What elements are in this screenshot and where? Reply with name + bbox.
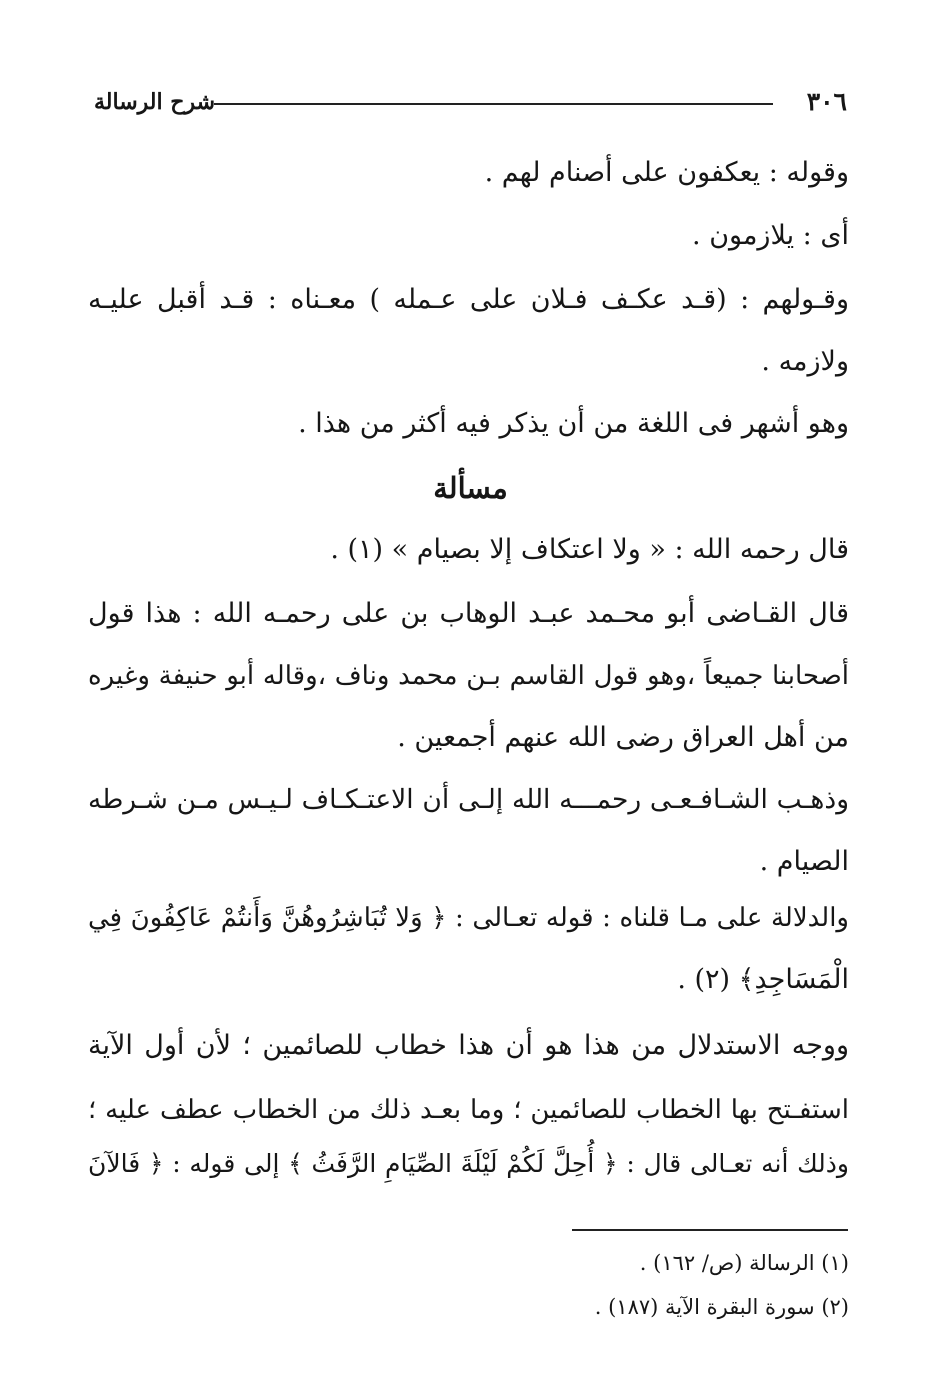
- text-line: قال رحمه الله : « ولا اعتكاف إلا بصيام » (١) .: [330, 534, 849, 565]
- text-line: وذهـب الشـافـعـى رحمـــه الله إلـى أن الاعتـكـاف لـيـس مـن شـرطه: [88, 784, 849, 815]
- text-line: والدلالة على مـا قلناه : قوله تعـالى : ﴿ وَلا تُبَاشِرُوهُنَّ وَأَنتُمْ عَاكِفُونَ فِي: [88, 903, 849, 933]
- text-line: وقوله : يعكفون على أصنام لهم .: [484, 157, 849, 188]
- text-line: وهو أشهر فى اللغة من أن يذكر فيه أكثر من هذا .: [298, 408, 849, 439]
- footnote-rule: [572, 1229, 848, 1231]
- text-line: ولازمه .: [761, 346, 849, 377]
- header-rule: [214, 103, 773, 105]
- footnote: (١) الرسالة (ص/ ١٦٢) .: [639, 1251, 849, 1275]
- page-number: ٣٠٦: [806, 87, 847, 116]
- text-line: الصيام .: [759, 846, 849, 877]
- text-line: وقـولهم : (قـد عكـف فـلان على عـمله ) معـناه : قـد أقبل عليـه: [88, 284, 849, 315]
- text-line: استفـتح بها الخطاب للصائمين ؛ وما بعـد ذلك من الخطاب عطف عليه ؛: [88, 1095, 849, 1125]
- section-heading: مسألة: [433, 471, 508, 505]
- text-line: ووجه الاستدلال من هذا هو أن هذا خطاب للصائمين ؛ لأن أول الآية: [88, 1030, 849, 1061]
- text-line: الْمَسَاجِدِ﴾ (٢) .: [677, 964, 849, 995]
- running-title: شرح الرسالة: [94, 89, 216, 115]
- text-line: من أهل العراق رضى الله عنهم أجمعين .: [397, 722, 849, 753]
- text-line: وذلك أنه تعـالى قال : ﴿ أُحِلَّ لَكُمْ لَيْلَةَ الصِّيَامِ الرَّفَثُ ﴾ إلى قوله : ﴿ فَالآنَ: [88, 1149, 849, 1178]
- text-line: قال القـاضى أبو محـمد عبـد الوهاب بن على رحمـه الله : هذا قول: [88, 598, 849, 629]
- footnote: (٢) سورة البقرة الآية (١٨٧) .: [594, 1295, 849, 1319]
- text-line: أى : يلازمون .: [692, 220, 849, 251]
- text-line: أصحابنا جميعاً ،وهو قول القاسم بـن محمد وناف ،وقاله أبو حنيفة وغيره: [88, 661, 849, 691]
